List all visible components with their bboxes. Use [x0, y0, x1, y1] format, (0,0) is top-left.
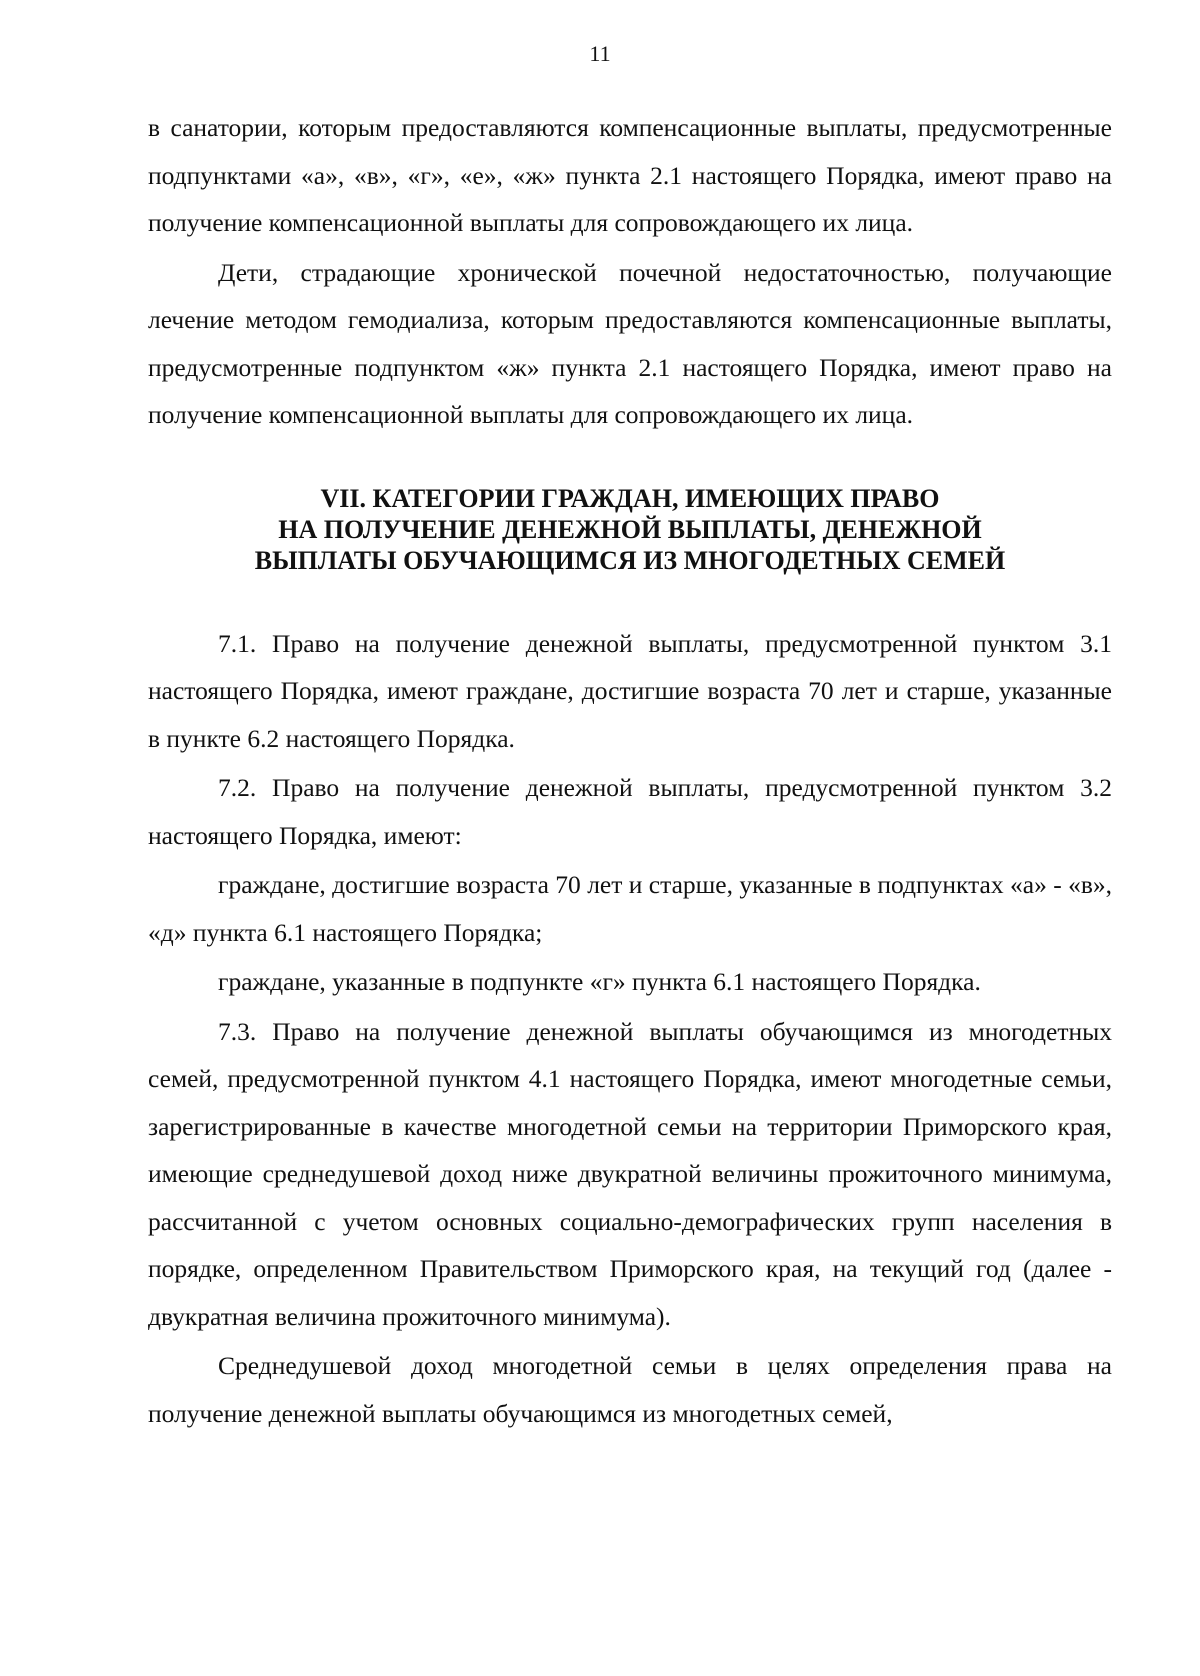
paragraph-children-hemodialysis: Дети, страдающие хронической почечной недостаточностью, получающие лечение методом гемодиализа, которым предоставляются компенсационные выплаты, предусмотренные подпунктом «ж» пункта 2.1 настоящего Порядка, имеют право на получение компенсационной выплаты для сопровождающего их лица. — [148, 257, 1112, 429]
section-heading-line-2: НА ПОЛУЧЕНИЕ ДЕНЕЖНОЙ ВЫПЛАТЫ, ДЕНЕЖНОЙ — [278, 514, 982, 544]
clause-7-2-item-2: граждане, указанные в подпункте «г» пункта 6.1 настоящего Порядка. — [218, 967, 981, 996]
page-number: 11 — [589, 41, 611, 66]
document-body — [148, 104, 1112, 1437]
clause-7-2-item-1: граждане, достигшие возраста 70 лет и старше, указанные в подпунктах «а» - «в», «д» пункта 6.1 настоящего Порядка; — [148, 870, 1112, 947]
section-heading — [148, 483, 1112, 576]
section-heading-line-1: VII. КАТЕГОРИИ ГРАЖДАН, ИМЕЮЩИХ ПРАВО — [320, 483, 940, 513]
clause-7-3: 7.3. Право на получение денежной выплаты обучающимся из многодетных семей, предусмотренной пунктом 4.1 настоящего Порядка, имеют многодетные семьи, зарегистрированные в качестве многодетной семьи на территории Приморского края, имеющие среднедушевой доход ниже двукратной величины прожиточного минимума, рассчитанной с учетом основных социально-демографических групп населения в порядке, определенном Правительством Приморского края, на текущий год (далее - двукратная величина прожиточного минимума). — [148, 1016, 1112, 1331]
paragraph-average-income: Среднедушевой доход многодетной семьи в целях определения права на получение денежной выплаты обучающимся из многодетных семей, — [148, 1351, 1112, 1428]
paragraph-continuation-sanatorium: в санатории, которым предоставляются компенсационные выплаты, предусмотренные подпунктами «а», «в», «г», «е», «ж» пункта 2.1 настоящего Порядка, имеют право на получение компенсационной выплаты для сопровождающего их лица. — [148, 113, 1112, 237]
clause-7-1: 7.1. Право на получение денежной выплаты, предусмотренной пунктом 3.1 настоящего Порядка, имеют граждане, достигшие возраста 70 лет и старше, указанные в пункте 6.2 настоящего Порядка. — [148, 628, 1112, 753]
clause-7-2: 7.2. Право на получение денежной выплаты, предусмотренной пунктом 3.2 настоящего Порядка, имеют: — [148, 773, 1112, 850]
section-heading-line-3: ВЫПЛАТЫ ОБУЧАЮЩИМСЯ ИЗ МНОГОДЕТНЫХ СЕМЕЙ — [254, 545, 1006, 575]
